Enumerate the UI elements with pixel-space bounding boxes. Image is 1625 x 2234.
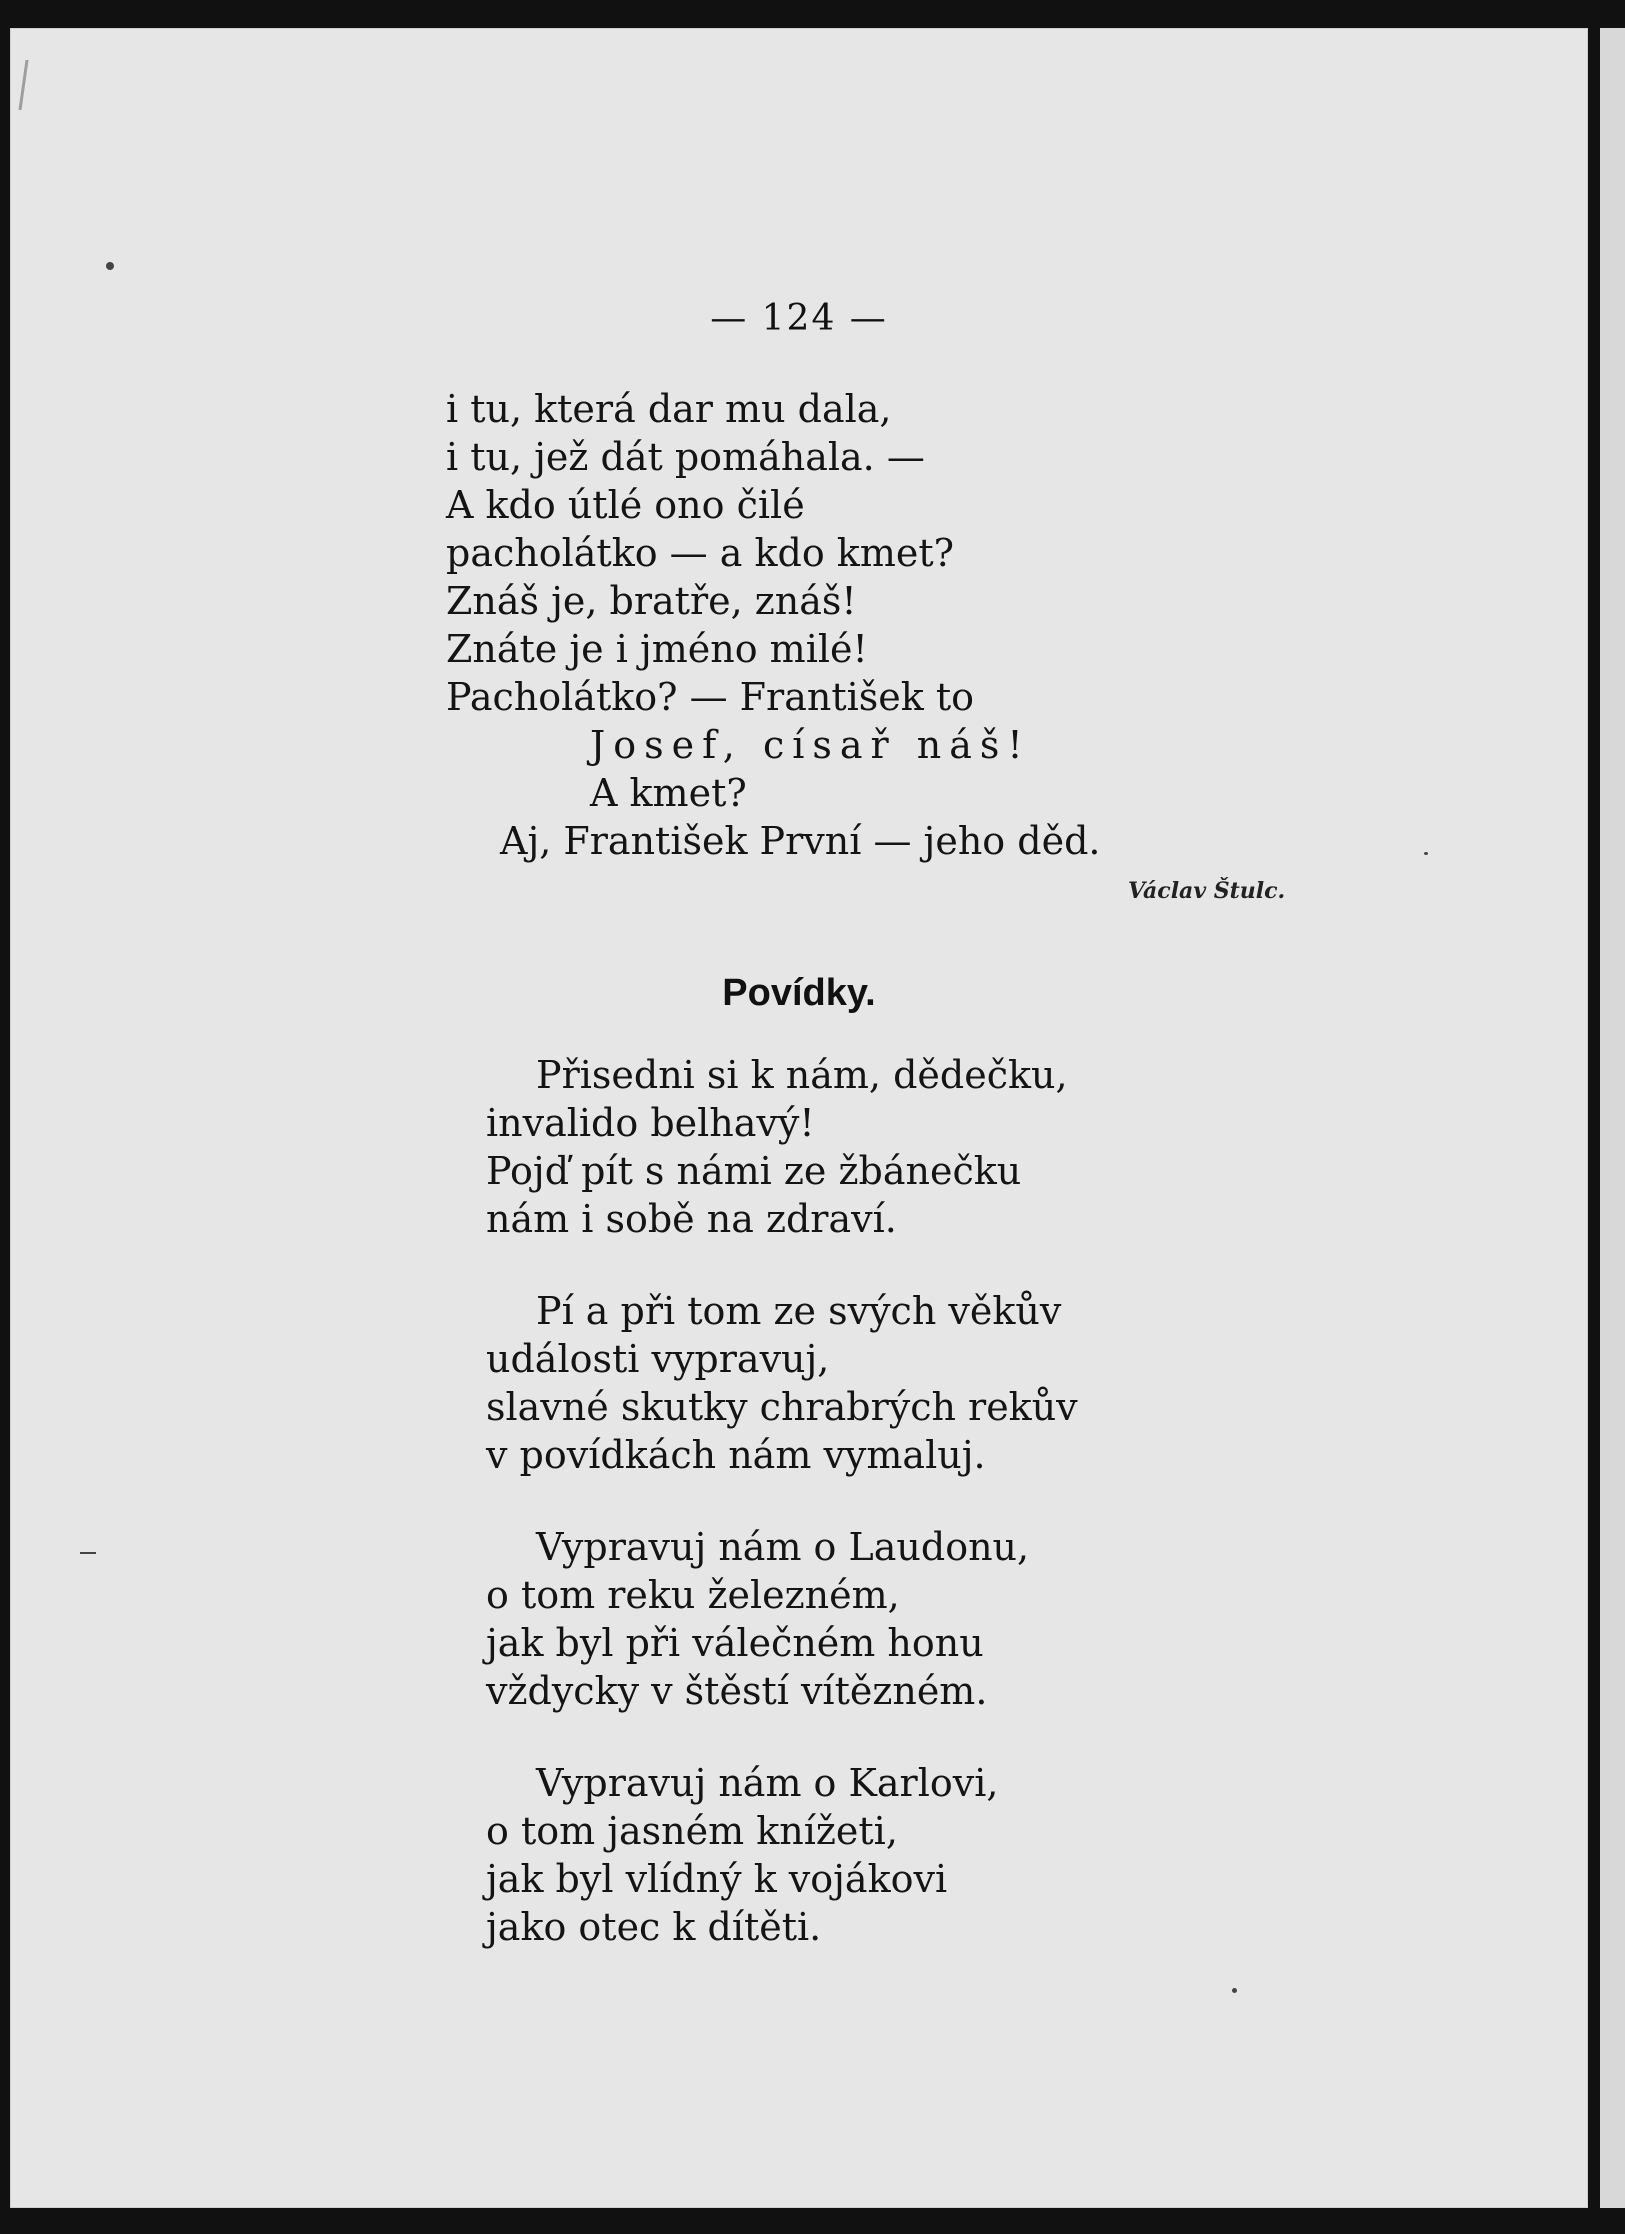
page-number: — 124 —: [710, 298, 888, 339]
section-title: Povídky.: [722, 972, 876, 1014]
poem-line: Aj, František První — jeho děd.: [500, 819, 1101, 863]
stanza-line: události vypravuj,: [486, 1337, 830, 1381]
poem-line: Josef, císař náš!: [590, 723, 1031, 767]
speck: [80, 1552, 96, 1554]
stanza-line: Přisedni si k nám, dědečku,: [536, 1053, 1068, 1097]
stanza-line: Pojď pít s námi ze žbánečku: [486, 1149, 1022, 1193]
adjacent-page-edge: [1600, 28, 1625, 2208]
book-page: [10, 28, 1588, 2208]
poem-line: A kmet?: [590, 771, 747, 815]
poem-line: Znáš je, bratře, znáš!: [446, 579, 857, 623]
speck: [1424, 852, 1428, 855]
author-signature: Václav Štulc.: [1128, 878, 1286, 904]
poem-line: Znáte je i jméno milé!: [446, 627, 868, 671]
poem-line: i tu, která dar mu dala,: [446, 387, 892, 431]
stanza-line: o tom reku železném,: [486, 1573, 900, 1617]
stanza-line: invalido belhavý!: [486, 1101, 815, 1145]
poem-line: i tu, jež dát pomáhala. —: [446, 435, 925, 479]
corner-scratch: [18, 60, 76, 110]
poem-line: Pacholátko? — František to: [446, 675, 974, 719]
stanza-line: Vypravuj nám o Karlovi,: [536, 1761, 999, 1805]
stanza-line: vždycky v štěstí vítězném.: [486, 1669, 988, 1713]
speck: [106, 262, 114, 270]
stanza-line: jako otec k dítěti.: [486, 1905, 822, 1949]
stanza-line: o tom jasném knížeti,: [486, 1809, 898, 1853]
stanza-line: nám i sobě na zdraví.: [486, 1197, 897, 1241]
stanza-line: jak byl vlídný k vojákovi: [486, 1857, 948, 1901]
poem-line: A kdo útlé ono čilé: [446, 483, 805, 527]
stanza-line: v povídkách nám vymaluj.: [486, 1433, 986, 1477]
speck: [1232, 1988, 1237, 1993]
stanza-line: slavné skutky chrabrých rekův: [486, 1385, 1078, 1429]
stanza-line: jak byl při válečném honu: [486, 1621, 984, 1665]
stanza-line: Vypravuj nám o Laudonu,: [536, 1525, 1030, 1569]
stanza-line: Pí a při tom ze svých věkův: [536, 1289, 1062, 1333]
poem-line: pacholátko — a kdo kmet?: [446, 531, 954, 575]
